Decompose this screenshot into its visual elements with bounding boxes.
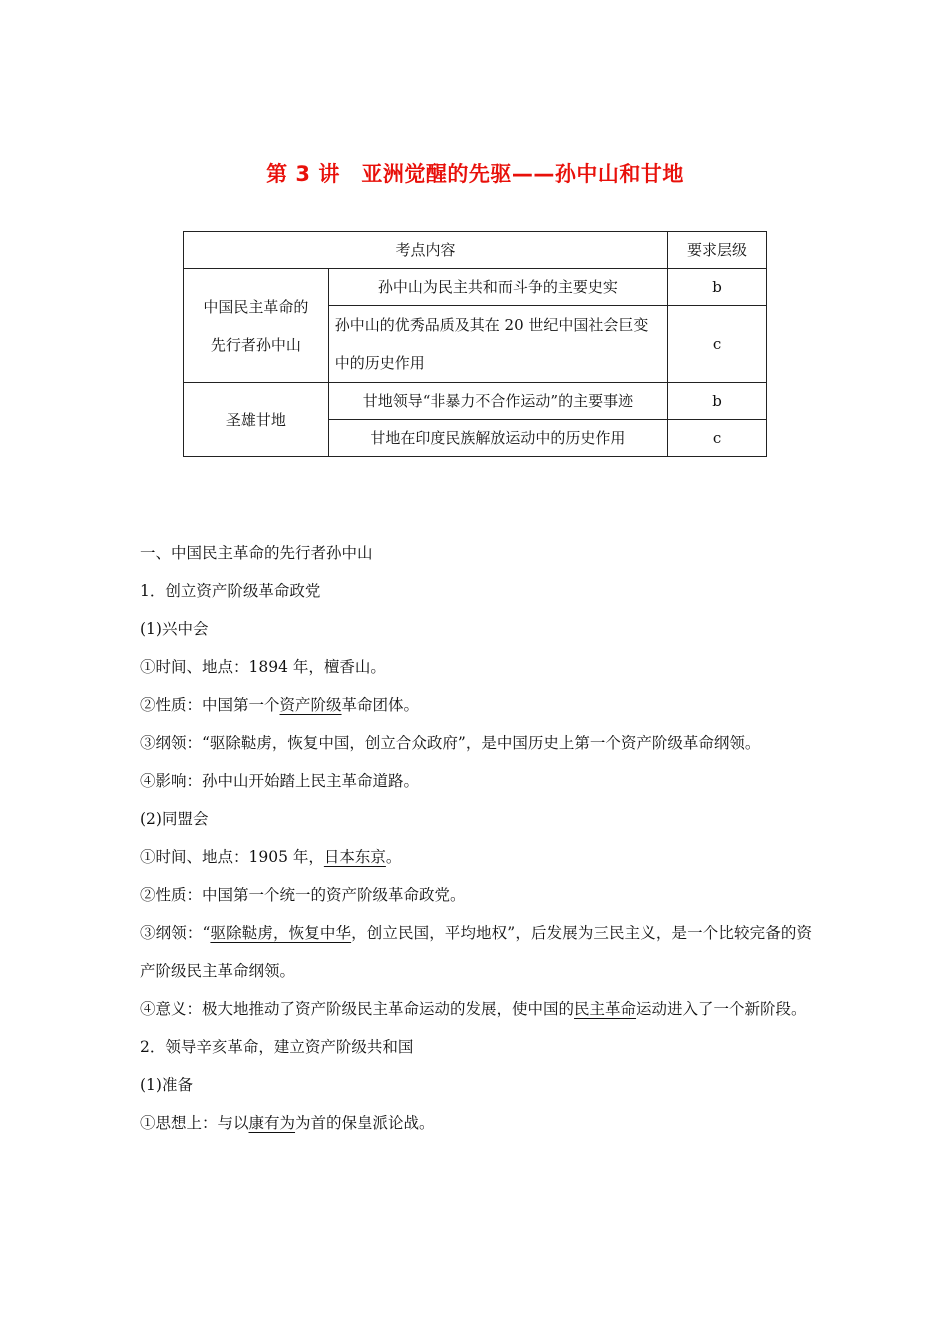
group-name: 圣雄甘地 <box>184 383 329 457</box>
page-title: 第 3 讲 亚洲觉醒的先驱——孙中山和甘地 <box>266 162 684 186</box>
row-level: b <box>668 269 767 306</box>
text: ②性质：中国第一个 <box>140 696 280 714</box>
item-heading: 2．领导辛亥革命，建立资产阶级共和国 <box>140 1038 414 1056</box>
paragraph: ④影响：孙中山开始踏上民主革命道路。 <box>140 772 420 790</box>
group-name-line: 先行者孙中山 <box>210 335 301 354</box>
group-name-line: 中国民主革命的 <box>203 297 309 316</box>
text: 。 <box>385 848 402 866</box>
text: ③纲领：“ <box>140 924 211 942</box>
text: 为首的保皇派论战。 <box>295 1114 435 1132</box>
group-name <box>184 269 329 383</box>
table-row <box>184 383 767 420</box>
paragraph: ①时间、地点：1894 年，檀香山。 <box>140 658 386 676</box>
text: ④意义：极大地推动了资产阶级民主革命运动的发展，使中国的 <box>140 1000 575 1018</box>
sub-heading: (1)准备 <box>140 1076 193 1094</box>
paragraph: ②性质：中国第一个统一的资产阶级革命政党。 <box>140 886 466 904</box>
paragraph <box>140 914 812 990</box>
header-content: 考点内容 <box>184 232 668 269</box>
section-heading: 一、中国民主革命的先行者孙中山 <box>140 544 373 562</box>
sub-heading: (1)兴中会 <box>140 620 209 638</box>
text: ①思想上：与以 <box>140 1114 249 1132</box>
underlined-text: 民主革命 <box>574 1000 637 1018</box>
item-heading: 1．创立资产阶级革命政党 <box>140 582 321 600</box>
row-level: c <box>668 420 767 457</box>
row-level: b <box>668 383 767 420</box>
paragraph <box>140 990 812 1028</box>
text: ，创立民国，平均地权”，后发展为三民主义，是一个比较完备的资产阶级民主革命纲领。 <box>140 924 812 980</box>
table-header-row <box>184 232 767 269</box>
requirements-table <box>183 231 767 457</box>
text: ①时间、地点：1905 年， <box>140 848 324 866</box>
row-content: 甘地领导“非暴力不合作运动”的主要事迹 <box>328 383 667 420</box>
underlined-text: 驱除鞑虏，恢复中华 <box>210 924 352 942</box>
underlined-text: 资产阶级 <box>279 696 342 714</box>
sub-heading: (2)同盟会 <box>140 810 209 828</box>
text: 运动进入了一个新阶段。 <box>636 1000 807 1018</box>
paragraph <box>140 1104 812 1142</box>
document-body <box>140 534 812 1142</box>
underlined-text: 康有为 <box>248 1114 296 1132</box>
paragraph <box>140 686 812 724</box>
text: 革命团体。 <box>341 696 420 714</box>
row-content: 孙中山为民主共和而斗争的主要史实 <box>328 269 667 306</box>
row-content: 甘地在印度民族解放运动中的历史作用 <box>328 420 667 457</box>
row-content: 孙中山的优秀品质及其在 20 世纪中国社会巨变中的历史作用 <box>328 306 667 383</box>
table-row <box>184 269 767 306</box>
paragraph <box>140 838 812 876</box>
paragraph: ③纲领：“驱除鞑虏，恢复中国，创立合众政府”，是中国历史上第一个资产阶级革命纲领。 <box>140 734 761 752</box>
row-level: c <box>668 306 767 383</box>
header-level: 要求层级 <box>668 232 767 269</box>
underlined-text: 日本东京 <box>323 848 386 866</box>
